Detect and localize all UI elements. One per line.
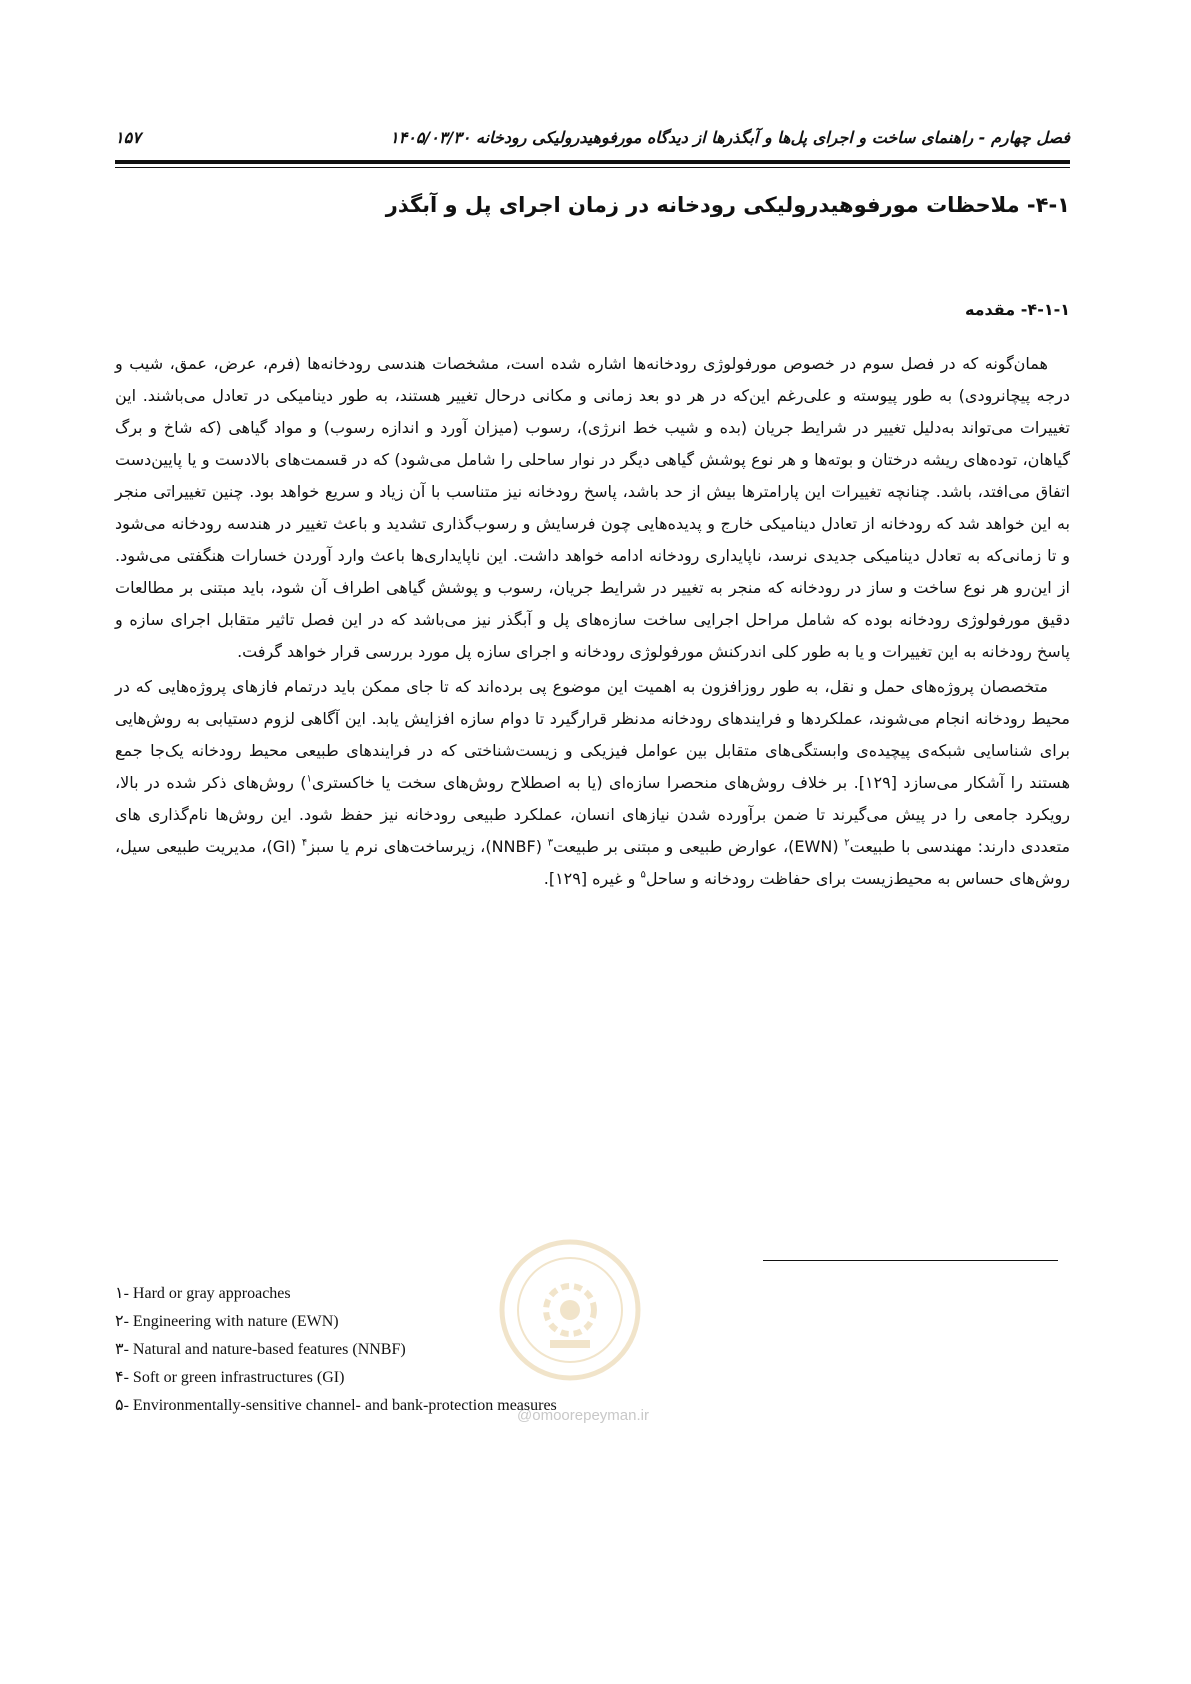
- paragraph-2-part-d: (NNBF)، زیرساخت‌های نرم یا سبز: [307, 837, 548, 856]
- watermark-url: @omoorepeyman.ir: [517, 1407, 649, 1424]
- footnote-mark-5: ۵: [640, 869, 646, 881]
- footnote-2: ۲- Engineering with nature (EWN): [115, 1313, 339, 1330]
- subsection-title: ۴-۱-۱- مقدمه: [964, 300, 1070, 319]
- paragraph-2-part-c: (EWN)، عوارض طبیعی و مبتنی بر طبیعت: [553, 837, 845, 856]
- footnote-1: ۱- Hard or gray approaches: [115, 1285, 291, 1302]
- header-title: فصل چهارم - راهنمای ساخت و اجرای پل‌ها و آبگذرها از دیدگاه مورفوهیدرولیکی رودخانه ۱۴۰۵/۰۳/۳۰: [390, 128, 1070, 147]
- footnote-mark-3: ۳: [547, 837, 553, 849]
- footnote-mark-2: ۲: [844, 837, 850, 849]
- page-number: ۱۵۷: [115, 128, 141, 147]
- header-rule-thin: [115, 167, 1070, 168]
- footnote-mark-1: ۱: [306, 773, 312, 785]
- footnotes: [115, 1280, 815, 1420]
- body-text: [115, 348, 1070, 898]
- footnote-separator: [763, 1260, 1058, 1261]
- paragraph-2-part-a: متخصصان پروژه‌های حمل و نقل، به طور روزافزون به اهمیت این موضوع پی برده‌اند که تا جای ممکن باید درتمام فازهای پروژه‌هایی که در محیط رودخانه انجام می‌شوند، عملکردها و فرایندهای رودخانه مدنظر قرارگیرد تا دوام سازه افزایش یابد. این آگاهی لزوم دستیابی به روش‌هایی برای شناسایی شبکه‌ی پیچیده‌ی وابستگی‌های متقابل بین عوامل فیزیکی و زیست‌شناختی که در فرایندهای طبیعی محیط رودخانه یک‌جا جمع هستند را آشکار می‌سازد [۱۲۹]. بر خلاف روش‌های منحصرا سازه‌ای (یا به اصطلاح روش‌های سخت یا خاکستری: [115, 677, 1071, 792]
- header-rule-thick: [115, 160, 1070, 164]
- paragraph-2-part-f: و غیره [۱۲۹].: [543, 869, 641, 888]
- paragraph-2-part-b: ) روش‌های ذکر شده در بالا، رویکرد جامعی را در پیش می‌گیرند تا ضمن برآورده شدن نیازهای انسان، عملکرد طبیعی رودخانه نیز حفظ شود. این روش‌ها نام‌گذاری های متعددی دارند: مهندسی با طبیعت: [115, 773, 1071, 856]
- paragraph-1: همان‌گونه که در فصل سوم در خصوص مورفولوژی رودخانه‌ها اشاره شده است، مشخصات هندسی رودخانه‌ها (فرم، عرض، عمق، شیب و درجه پیچانرودی) به طور پیوسته و علی‌رغم این‌که در هر دو بعد زمانی و مکانی درحال تغییر هستند، به طور دینامیکی در تعادل می‌باشند. این تغییرات می‌تواند به‌دلیل تغییر در شرایط جریان (بده و شیب خط انرژی)، رسوب (میزان آورد و اندازه رسوب) و مواد گیاهی (که شاخ و برگ گیاهان، توده‌های ریشه درختان و بوته‌ها و هر نوع پوشش گیاهی دیگر در نوار ساحلی را شامل می‌شود) که در قسمت‌های بالادست و یا پایین‌دست اتفاق می‌افتد، باشد. چنانچه تغییرات این پارامترها بیش از حد باشد، پاسخ رودخانه نیز متناسب با آن زیاد و سریع خواهد بود. چنین تغییراتی منجر به این خواهد شد که رودخانه از تعادل دینامیکی خارج و پدیده‌هایی چون فرسایش و رسوب‌گذاری تشدید و باعث تغییر در هندسه رودخانه می‌شود و تا زمانی‌که به تعادل دینامیکی جدیدی نرسد، ناپایداری رودخانه ادامه خواهد داشت. این ناپایداری‌ها باعث وارد آوردن خسارات هنگفتی می‌شود. از این‌رو هر نوع ساخت و ساز در رودخانه که منجر به تغییر در شرایط جریان، رسوب و پوشش گیاهی اطراف آن شود، باید مبتنی بر مطالعات دقیق مورفولوژی رودخانه بوده که شامل مراحل اجرایی ساخت سازه‌های پل و آبگذر نیز می‌باشد که در این فصل تاثیر متقابل اجرای سازه و پاسخ رودخانه به این تغییرات و یا به طور کلی اندرکنش مورفولوژی رودخانه و اجرای سازه پل مورد بررسی قرار خواهد گرفت.: [115, 354, 1070, 661]
- footnote-4: ۴- Soft or green infrastructures (GI): [115, 1369, 345, 1386]
- page-header: [115, 128, 1070, 152]
- paragraph-2: [115, 671, 1070, 895]
- footnote-3: ۳- Natural and nature-based features (NNBF): [115, 1341, 406, 1358]
- paragraph-2-part-e: (GI)، مدیریت طبیعی سیل، روش‌های حساس به محیط‌زیست برای حفاظت رودخانه و ساحل: [115, 837, 1070, 888]
- footnote-5: ۵- Environmentally-sensitive channel- and bank-protection measures: [115, 1397, 557, 1414]
- section-title: ۴-۱- ملاحظات مورفوهیدرولیکی رودخانه در زمان اجرای پل و آبگذر: [385, 193, 1070, 217]
- footnote-mark-4: ۴: [301, 837, 308, 849]
